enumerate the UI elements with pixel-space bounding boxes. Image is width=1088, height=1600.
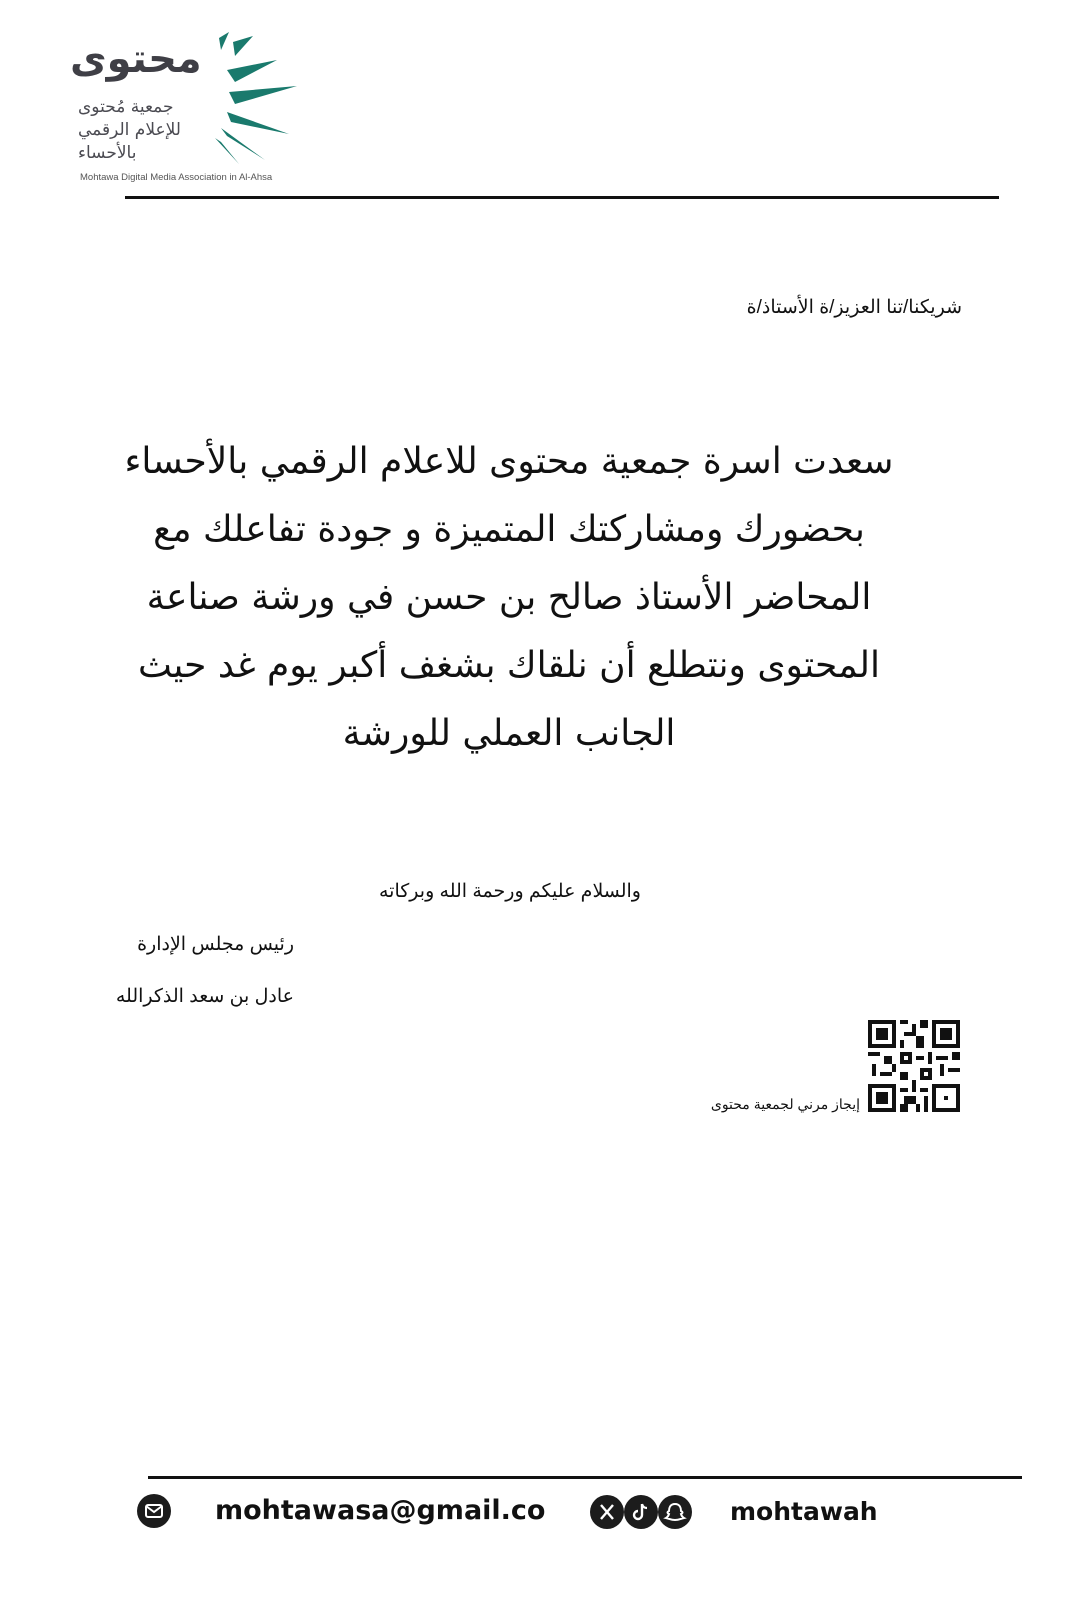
footer-handle[interactable]: mohtawah [730, 1497, 878, 1526]
closing-greeting: والسلام عليكم ورحمة الله وبركاته [379, 881, 641, 902]
logo-rays-icon [205, 30, 305, 165]
qr-caption: إيجاز مرني لجمعية محتوى [710, 1096, 860, 1112]
qr-code-icon [868, 1020, 960, 1112]
body-line: الجانب العملي للورشة [342, 713, 676, 754]
signatory-title: رئيس مجلس الإدارة [137, 934, 294, 955]
salutation: شريكنا/تنا العزيز/ة الأستاذ/ة [746, 297, 962, 318]
body-line: المحاضر الأستاذ صالح بن حسن في ورشة صناعة [146, 577, 872, 618]
x-icon[interactable] [590, 1495, 624, 1529]
mail-icon [137, 1494, 171, 1528]
logo-subtitle-line: بالأحساء [78, 143, 137, 163]
logo-subtitle-line: جمعية مُحتوى [78, 97, 174, 117]
body-line: المحتوى ونتطلع أن نلقاك بشغف أكبر يوم غد حيث [137, 645, 881, 686]
signatory-name: عادل بن سعد الذكرالله [115, 986, 294, 1007]
letter-body [90, 428, 928, 768]
logo-english-name: Mohtawa Digital Media Association in Al-Ahsa [80, 172, 273, 183]
footer-email[interactable]: mohtawasa@gmail.co [215, 1495, 546, 1526]
body-line: بحضورك ومشاركتك المتميزة و جودة تفاعلك مع [153, 509, 865, 550]
logo-subtitle-line: للإعلام الرقمي [78, 120, 181, 140]
header-divider [125, 196, 999, 199]
logo-wordmark: محتوى [70, 36, 202, 82]
tiktok-icon[interactable] [624, 1495, 658, 1529]
footer-divider [148, 1476, 1022, 1479]
body-line: سعدت اسرة جمعية محتوى للاعلام الرقمي بالأحساء [124, 441, 894, 482]
snapchat-icon[interactable] [658, 1495, 692, 1529]
